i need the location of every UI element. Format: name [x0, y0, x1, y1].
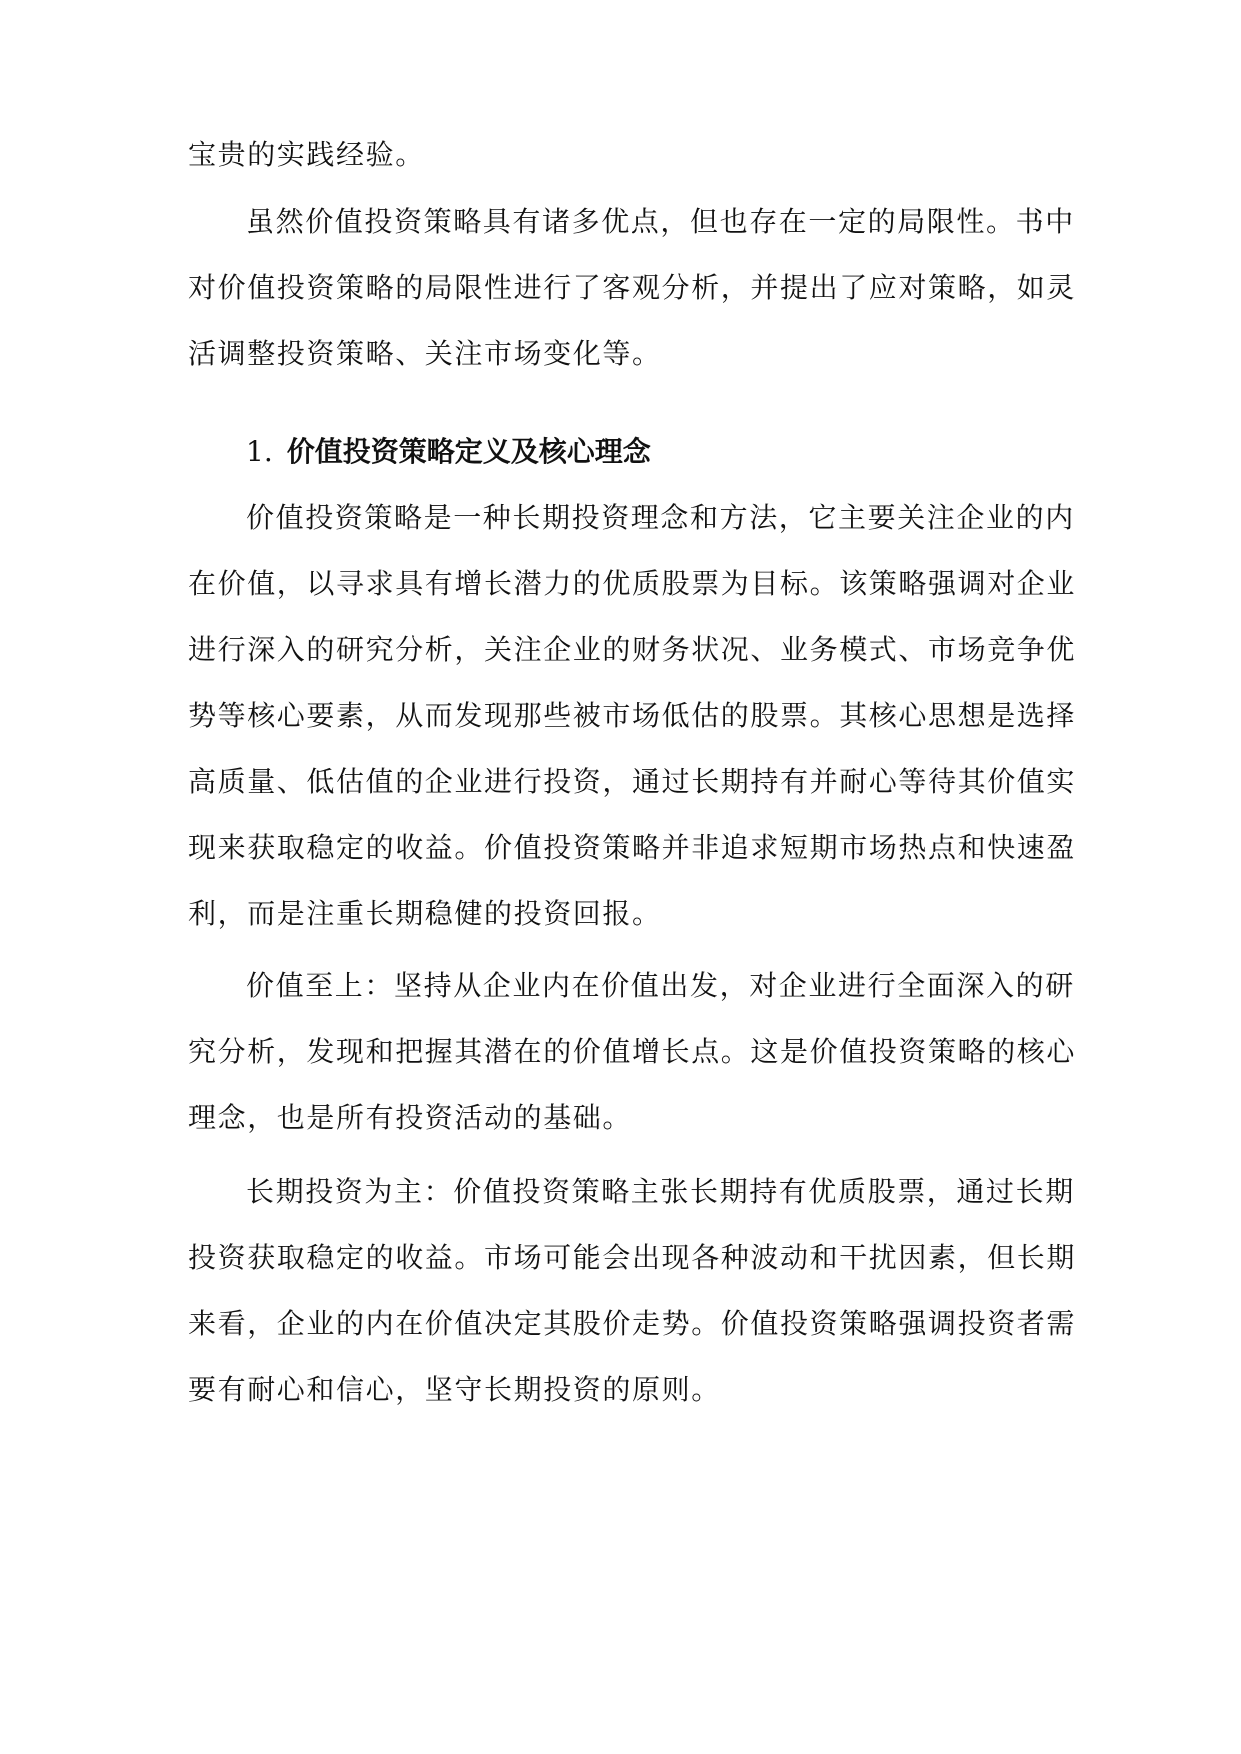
paragraph-line: 势等核心要素，从而发现那些被市场低估的股票。其核心思想是选择 — [188, 699, 1077, 732]
paragraph-line: 在价值，以寻求具有增长潜力的优质股票为目标。该策略强调对企业 — [188, 567, 1077, 600]
paragraph-line: 来看，企业的内在价值决定其股价走势。价值投资策略强调投资者需 — [188, 1307, 1077, 1340]
paragraph-line: 长期投资为主：价值投资策略主张长期持有优质股票，通过长期 — [246, 1175, 1075, 1208]
paragraph-line: 理念，也是所有投资活动的基础。 — [188, 1101, 633, 1134]
paragraph-line: 高质量、低估值的企业进行投资，通过长期持有并耐心等待其价值实 — [188, 765, 1077, 798]
section-title: 价值投资策略定义及核心理念 — [286, 435, 651, 468]
paragraph-line: 价值投资策略是一种长期投资理念和方法，它主要关注企业的内 — [246, 501, 1075, 534]
section-heading — [246, 432, 651, 472]
paragraph-line: 利，而是注重长期稳健的投资回报。 — [188, 897, 662, 930]
paragraph-line: 现来获取稳定的收益。价值投资策略并非追求短期市场热点和快速盈 — [188, 831, 1077, 864]
paragraph-line: 要有耐心和信心，坚守长期投资的原则。 — [188, 1373, 721, 1406]
paragraph-line: 活调整投资策略、关注市场变化等。 — [188, 337, 662, 370]
paragraph-line: 究分析，发现和把握其潜在的价值增长点。这是价值投资策略的核心 — [188, 1035, 1077, 1068]
paragraph-line: 宝贵的实践经验。 — [188, 138, 425, 171]
paragraph-line: 投资获取稳定的收益。市场可能会出现各种波动和干扰因素，但长期 — [188, 1241, 1077, 1274]
paragraph-line: 价值至上：坚持从企业内在价值出发，对企业进行全面深入的研 — [246, 969, 1075, 1002]
paragraph-line: 进行深入的研究分析，关注企业的财务状况、业务模式、市场竞争优 — [188, 633, 1077, 666]
section-number: 1. — [246, 435, 273, 468]
paragraph-line: 虽然价值投资策略具有诸多优点，但也存在一定的局限性。书中 — [246, 205, 1075, 238]
paragraph-line: 对价值投资策略的局限性进行了客观分析，并提出了应对策略，如灵 — [188, 271, 1077, 304]
